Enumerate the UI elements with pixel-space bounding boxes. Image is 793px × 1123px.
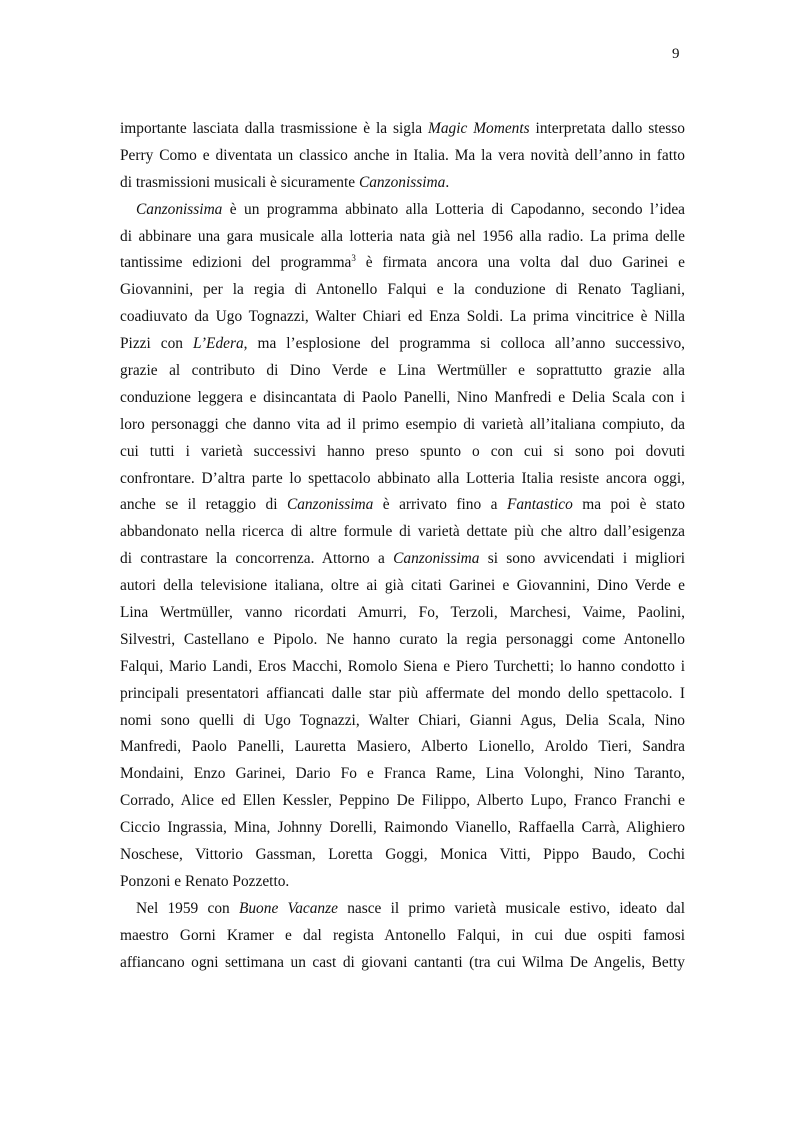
text-line: Ciccio Ingrassia, Mina, Johnny Dorelli, Raimondo Vianello, Raffaella Carrà, Alighiero [120, 819, 685, 837]
text-line: maestro Gorni Kramer e dal regista Antonello Falqui, in cui due ospiti famosi [120, 926, 685, 944]
text-run: è un programma abbinato alla Lotteria di Capodanno, secondo l’idea [222, 200, 685, 218]
text-run: , ma l’esplosione del programma si colloca all’anno successivo, [243, 335, 685, 353]
text-line: di abbinare una gara musicale alla lotteria nata già nel 1956 alla radio. La prima delle [120, 227, 685, 245]
text-line: Silvestri, Castellano e Pipolo. Ne hanno curato la regia personaggi come Antonello [120, 630, 685, 648]
text-line: Noschese, Vittorio Gassman, Loretta Goggi, Monica Vitti, Pippo Baudo, Cochi [120, 846, 685, 864]
text-line: nomi sono quelli di Ugo Tognazzi, Walter Chiari, Gianni Agus, Delia Scala, Nino [120, 711, 685, 729]
text-line: loro personaggi che danno vita ad il primo esempio di varietà all’italiana compiuto, da [120, 415, 685, 433]
paragraph-1 [120, 116, 685, 197]
text-line [120, 170, 685, 197]
text-run: importante lasciata dalla trasmissione è la sigla [120, 120, 428, 137]
text-run: Pizzi con [120, 335, 193, 353]
italic-title: L’Edera [192, 335, 244, 353]
text-line [120, 896, 685, 923]
text-run: è arrivato fino a [373, 496, 507, 514]
italic-title: Magic Moments [428, 120, 530, 137]
text-line: autori della televisione italiana, oltre ai già citati Garinei e Giovannini, Dino Verde e [120, 577, 685, 595]
text-line: Mondaini, Enzo Garinei, Dario Fo e Franca Rame, Lina Volonghi, Nino Taranto, [120, 765, 685, 783]
text-run: . [445, 173, 450, 191]
footnote-reference[interactable]: 3 [351, 253, 356, 264]
text-line: Ponzoni e Renato Pozzetto. [120, 872, 290, 890]
text-run: è firmata ancora una volta dal duo Garinei e [355, 254, 685, 272]
body-text [120, 116, 685, 977]
text-line: grazie al contributo di Dino Verde e Lina Wertmüller e soprattutto grazie alla [120, 362, 685, 380]
text-run: si sono avvicendati i migliori [479, 550, 685, 568]
text-line [120, 116, 685, 143]
page-number: 9 [672, 46, 680, 62]
text-line: Falqui, Mario Landi, Eros Macchi, Romolo Siena e Piero Turchetti; lo hanno condotto i [120, 657, 685, 675]
text-line: Giovannini, per la regia di Antonello Falqui e la conduzione di Renato Tagliani, [120, 281, 685, 299]
text-line [120, 197, 685, 224]
text-run: Nel 1959 con [136, 899, 239, 917]
italic-title: Canzonissima [286, 496, 374, 514]
paragraph-2 [120, 197, 685, 896]
text-line: confrontare. D’altra parte lo spettacolo abbinato alla Lotteria Italia resiste ancora oggi, [120, 469, 685, 487]
text-line: conduzione leggera e disincantata di Paolo Panelli, Nino Manfredi e Delia Scala con i [120, 388, 685, 406]
text-line: Perry Como e diventata un classico anche in Italia. Ma la vera novità dell’anno in fatto [120, 146, 685, 164]
italic-title: Buone Vacanze [238, 899, 338, 917]
text-run: interpretata dallo stesso [529, 120, 685, 137]
text-run: nasce il primo varietà musicale estivo, ideato dal [337, 899, 685, 917]
italic-title: Canzonissima [358, 173, 446, 191]
text-line [120, 331, 685, 358]
italic-title: Canzonissima [136, 200, 223, 218]
text-run: di contrastare la concorrenza. Attorno a [120, 550, 394, 568]
text-line: Lina Wertmüller, vanno ricordati Amurri, Fo, Terzoli, Marchesi, Vaime, Paolini, [120, 604, 685, 622]
text-line [120, 546, 685, 573]
text-line [120, 250, 685, 277]
text-run: ma poi è stato [572, 496, 685, 514]
italic-title: Canzonissima [393, 550, 480, 568]
text-line: abbandonato nella ricerca di altre formule di varietà dettate più che altro dall’esigenza [120, 523, 685, 541]
text-line: affiancano ogni settimana un cast di giovani cantanti (tra cui Wilma De Angelis, Betty [120, 953, 685, 971]
text-line: Corrado, Alice ed Ellen Kessler, Peppino De Filippo, Alberto Lupo, Franco Franchi e [120, 792, 685, 810]
italic-title: Fantastico [506, 496, 573, 514]
text-run: anche se il retaggio di [120, 496, 287, 514]
text-line: principali presentatori affiancati dalle star più affermate del mondo dello spettacolo. I [120, 684, 685, 702]
text-line: Manfredi, Paolo Panelli, Lauretta Masiero, Alberto Lionello, Aroldo Tieri, Sandra [120, 738, 685, 756]
text-line: cui tutti i varietà successivi hanno preso spunto o con cui si sono poi dovuti [120, 442, 685, 460]
text-line [120, 492, 685, 519]
text-run: di trasmissioni musicali è sicuramente [120, 173, 359, 191]
paragraph-3 [120, 896, 685, 977]
text-line: coadiuvato da Ugo Tognazzi, Walter Chiari ed Enza Soldi. La prima vincitrice è Nilla [120, 308, 685, 326]
text-run: tantissime edizioni del programma [120, 254, 352, 272]
